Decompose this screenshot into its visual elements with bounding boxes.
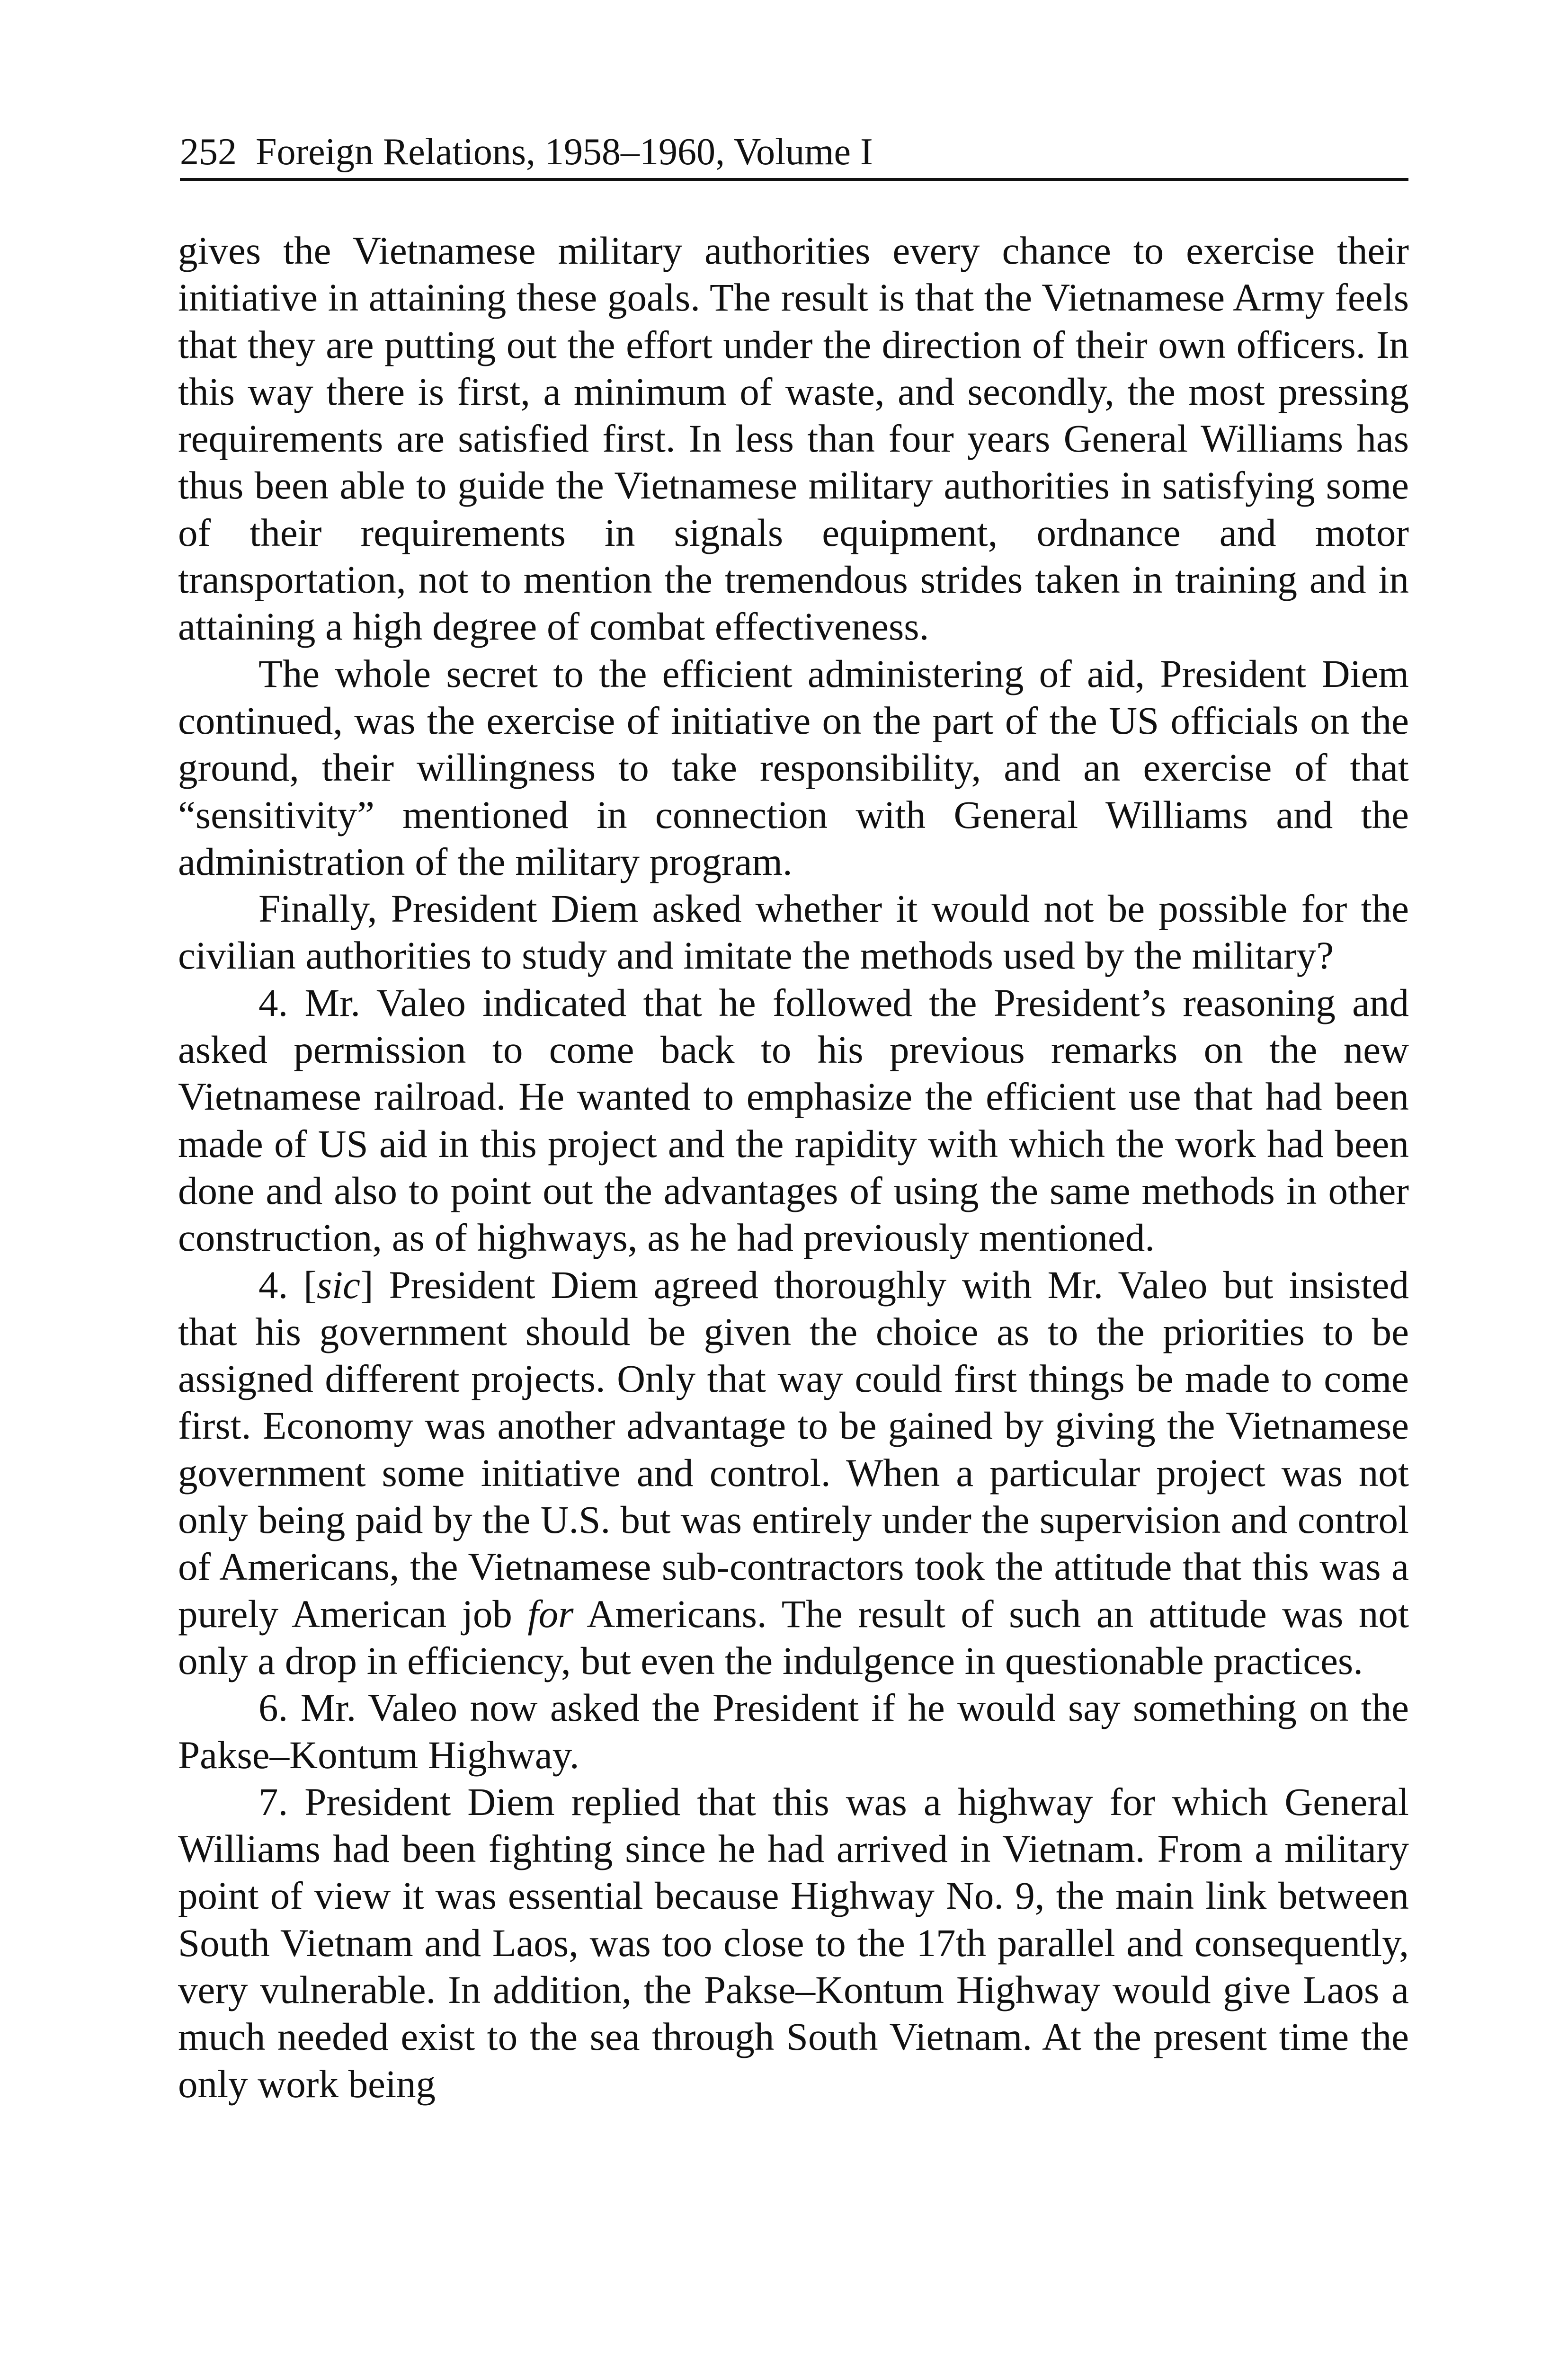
running-header	[180, 126, 1408, 181]
paragraph: 6. Mr. Valeo now asked the President if he would say something on the Pakse–Kontum Highway.	[178, 1686, 1409, 1777]
paragraph: Finally, President Diem asked whether it would not be possible for the civilian authorities to study and imitate the methods used by the military?	[178, 887, 1409, 978]
paragraph-text: Americans. The result of such an attitude was not only a drop in efficiency, but even the indulgence in questionable practices.	[178, 1592, 1409, 1682]
italic-text: sic	[316, 1263, 361, 1307]
paragraph: The whole secret to the efficient administering of aid, President Diem continued, was the exercise of initiative on the part of the US officials on the ground, their willingness to take responsibility, and an exercise of that “sensitivity” mentioned in connection with General Williams and the administration of the military program.	[178, 651, 1409, 883]
paragraph: 4. Mr. Valeo indicated that he followed the President’s reasoning and asked permission to come back to his previous remarks on the new Vietnamese railroad. He wanted to emphasize the efficient use that had been made of US aid in this project and the rapidity with which the work had been done and also to point out the advantages of using the same methods in other construction, as of highways, as he had previously mentioned.	[178, 980, 1409, 1260]
running-title: Foreign Relations, 1958–1960, Volume I	[256, 131, 873, 173]
paragraph: gives the Vietnamese military authorities every chance to exercise their initiative in attaining these goals. The result is that the Vietnamese Army feels that they are putting out the effort under the direction of their own officers. In this way there is first, a minimum of waste, and secondly, the most pressing requirements are satisfied first. In less than four years General Williams has thus been able to guide the Vietnamese military authorities in satisfying some of their requirements in signals equipment, ordnance and motor transportation, not to mention the tremendous strides taken in training and in attaining a high degree of combat effectiveness.	[178, 229, 1409, 649]
paragraph-text: 4. [	[258, 1263, 317, 1307]
italic-text: for	[527, 1592, 574, 1636]
document-body	[178, 227, 1409, 2108]
paragraph: 7. President Diem replied that this was a highway for which General Williams had been fighting since he had arrived in Vietnam. From a military point of view it was essential because Highway No. 9, the main link between South Vietnam and Laos, was too close to the 17th parallel and consequently, very vulnerable. In addition, the Pakse–Kontum Highway would give Laos a much needed exist to the sea through South Vietnam. At the present time the only work being	[178, 1780, 1409, 2106]
paragraph	[178, 1262, 1409, 1685]
page-number: 252	[180, 131, 237, 173]
paragraph-text: ] President Diem agreed thoroughly with Mr. Valeo but insisted that his government should be given the choice as to the priorities to be assigned different projects. Only that way could first things be made to come first. Economy was another advantage to be gained by giving the Vietnamese government some initiative and control. When a particular project was not only being paid by the U.S. but was entirely under the supervision and control of Americans, the Vietnamese sub-contractors took the attitude that this was a purely American job	[178, 1263, 1409, 1636]
